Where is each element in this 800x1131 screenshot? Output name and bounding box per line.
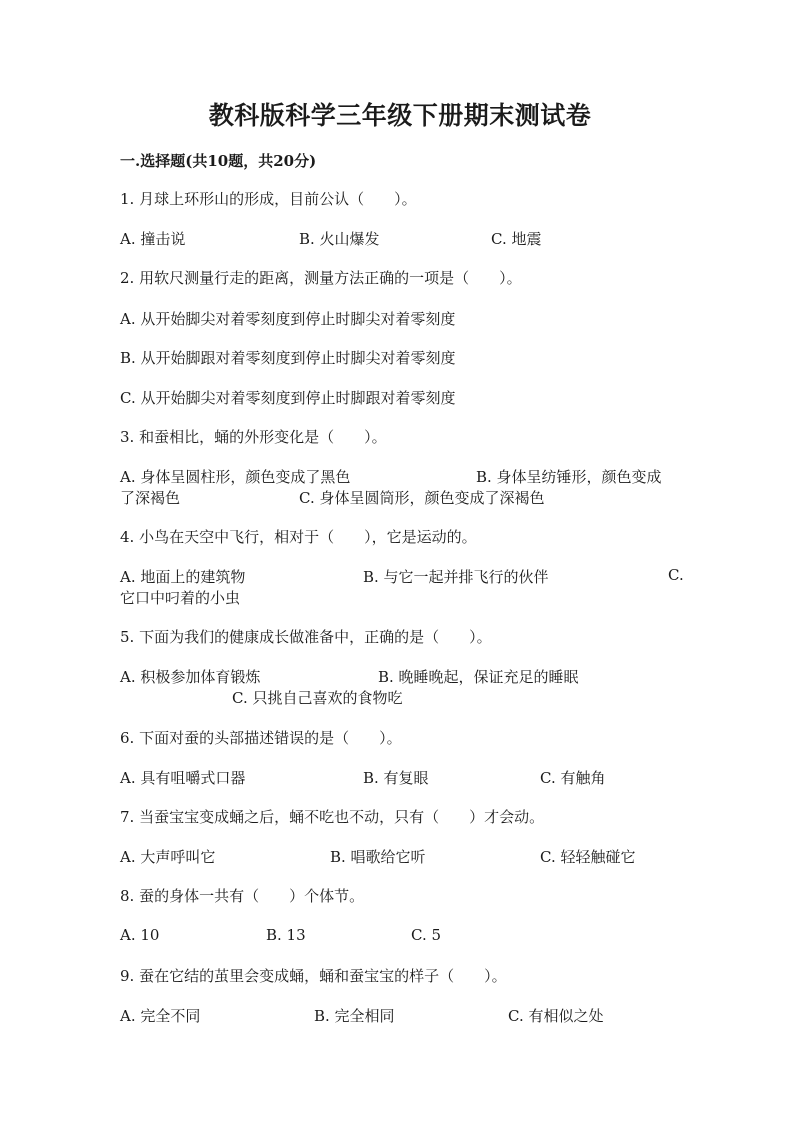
question-7-option-c: C. 轻轻触碰它 bbox=[540, 848, 636, 866]
question-1-option-a: A. 撞击说 bbox=[120, 230, 186, 248]
question-3-option-b: B. 身体呈纺锤形，颜色变成 bbox=[476, 468, 662, 486]
question-2-option-a: A. 从开始脚尖对着零刻度到停止时脚尖对着零刻度 bbox=[120, 310, 456, 328]
question-1-stem: 1. 月球上环形山的形成，目前公认（ ）。 bbox=[120, 190, 417, 208]
question-9-option-c: C. 有相似之处 bbox=[508, 1007, 604, 1025]
question-4-option-c: 它口中叼着的小虫 bbox=[120, 589, 241, 607]
question-4-option-a: A. 地面上的建筑物 bbox=[120, 568, 246, 586]
question-6-option-c: C. 有触角 bbox=[540, 769, 606, 787]
question-4-option-c-label: C. bbox=[668, 566, 684, 584]
question-8-option-a: A. 10 bbox=[120, 926, 160, 944]
question-5-option-c: C. 只挑自己喜欢的食物吃 bbox=[232, 689, 403, 707]
question-9-option-a: A. 完全不同 bbox=[120, 1007, 201, 1025]
question-2-option-c: C. 从开始脚尖对着零刻度到停止时脚跟对着零刻度 bbox=[120, 389, 456, 407]
question-6-option-a: A. 具有咀嚼式口器 bbox=[120, 769, 246, 787]
question-1-option-c: C. 地震 bbox=[491, 230, 542, 248]
question-3-option-c: C. 身体呈圆筒形，颜色变成了深褐色 bbox=[299, 489, 545, 507]
question-1-option-b: B. 火山爆发 bbox=[299, 230, 380, 248]
question-4-stem: 4. 小鸟在天空中飞行，相对于（ ），它是运动的。 bbox=[120, 528, 477, 546]
page-title: 教科版科学三年级下册期末测试卷 bbox=[208, 101, 592, 130]
question-5-stem: 5. 下面为我们的健康成长做准备中，正确的是（ ）。 bbox=[120, 628, 492, 646]
question-3-stem: 3. 和蚕相比，蛹的外形变化是（ ）。 bbox=[120, 428, 387, 446]
question-4-option-b: B. 与它一起并排飞行的伙伴 bbox=[363, 568, 549, 586]
section-heading: 一.选择题(共10题，共20分) bbox=[120, 152, 317, 170]
question-2-stem: 2. 用软尺测量行走的距离，测量方法正确的一项是（ ）。 bbox=[120, 269, 522, 287]
question-6-stem: 6. 下面对蚕的头部描述错误的是（ ）。 bbox=[120, 729, 402, 747]
question-8-option-c: C. 5 bbox=[411, 926, 442, 944]
question-7-stem: 7. 当蚕宝宝变成蛹之后，蛹不吃也不动，只有（ ）才会动。 bbox=[120, 808, 545, 826]
question-9-stem: 9. 蚕在它结的茧里会变成蛹，蛹和蚕宝宝的样子（ ）。 bbox=[120, 967, 507, 985]
question-8-option-b: B. 13 bbox=[266, 926, 306, 944]
question-5-option-a: A. 积极参加体育锻炼 bbox=[120, 668, 261, 686]
question-9-option-b: B. 完全相同 bbox=[314, 1007, 395, 1025]
question-2-option-b: B. 从开始脚跟对着零刻度到停止时脚尖对着零刻度 bbox=[120, 349, 456, 367]
question-3-option-a: A. 身体呈圆柱形，颜色变成了黑色 bbox=[120, 468, 351, 486]
question-8-stem: 8. 蚕的身体一共有（ ）个体节。 bbox=[120, 887, 365, 905]
question-3-option-b-continued: 了深褐色 bbox=[120, 489, 181, 507]
question-5-option-b: B. 晚睡晚起，保证充足的睡眠 bbox=[378, 668, 579, 686]
question-7-option-a: A. 大声呼叫它 bbox=[120, 848, 216, 866]
question-7-option-b: B. 唱歌给它听 bbox=[330, 848, 426, 866]
question-6-option-b: B. 有复眼 bbox=[363, 769, 429, 787]
